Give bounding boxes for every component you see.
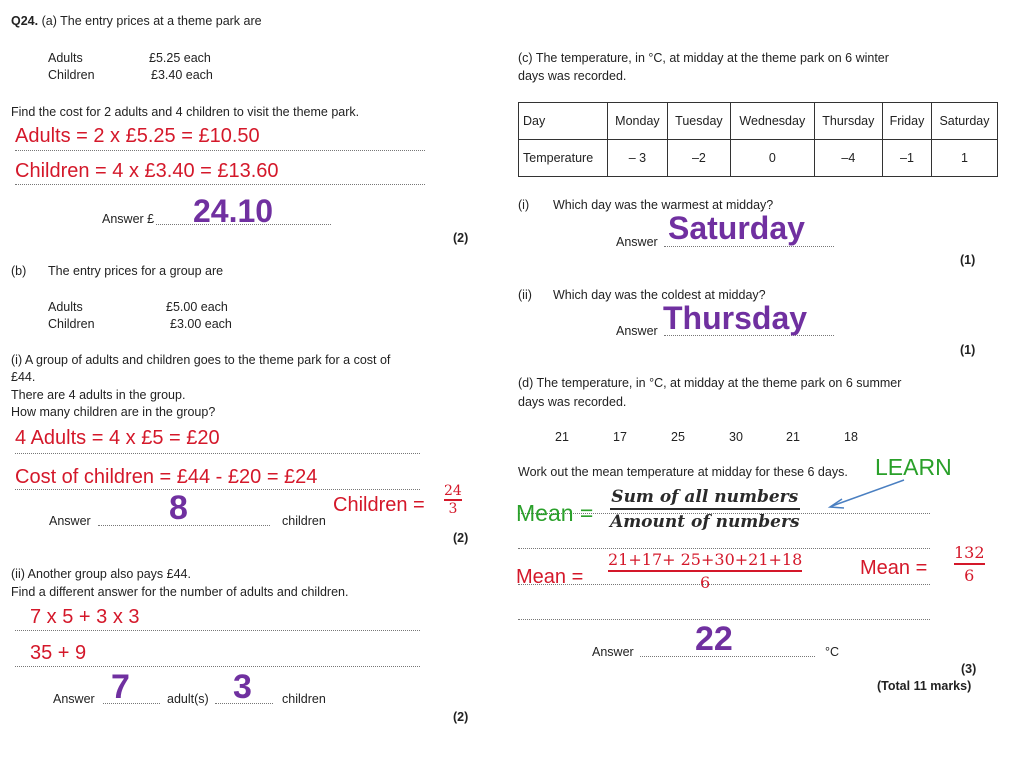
table-cell-temp: –2 bbox=[667, 140, 730, 177]
part-b-label: (b) bbox=[11, 264, 27, 278]
table-cell-day: Tuesday bbox=[667, 103, 730, 140]
part-a-answer-prefix: Answer £ bbox=[102, 212, 155, 226]
children-fraction bbox=[444, 483, 462, 517]
mean-formula-numerator: Sum of all numbers bbox=[611, 487, 799, 507]
price-adults-value: £5.25 each bbox=[149, 51, 211, 65]
mean-calc-numerator: 21+17+ 25+30+21+18 bbox=[608, 550, 803, 569]
part-d-answer: 22 bbox=[695, 620, 733, 658]
summer-temp-value: 17 bbox=[613, 430, 627, 444]
table-row bbox=[519, 140, 998, 177]
question-heading bbox=[11, 13, 262, 29]
answer-line bbox=[15, 453, 420, 454]
part-c-i-question: Which day was the warmest at midday? bbox=[553, 198, 774, 212]
table-cell-temp: –1 bbox=[883, 140, 932, 177]
learn-arrow-icon bbox=[820, 476, 910, 512]
table-cell-day: Monday bbox=[608, 103, 668, 140]
answer-line bbox=[518, 584, 930, 585]
mean-result-numerator: 132 bbox=[954, 543, 985, 562]
price-children-value: £3.40 each bbox=[151, 68, 213, 82]
price-adults-label: Adults bbox=[48, 51, 83, 65]
learn-label: LEARN bbox=[875, 454, 952, 480]
part-d-marks: (3) bbox=[961, 662, 977, 676]
part-b-i-answer-prefix: Answer bbox=[49, 514, 91, 528]
part-b-ii-marks: (2) bbox=[453, 710, 469, 724]
group-price-children-value: £3.00 each bbox=[170, 317, 232, 331]
summer-temp-value: 18 bbox=[844, 430, 858, 444]
table-row bbox=[519, 103, 998, 140]
answer-line bbox=[15, 489, 420, 490]
part-d-line-1: (d) The temperature, in °C, at midday at the theme park on 6 summer bbox=[518, 376, 902, 390]
answer-line bbox=[15, 150, 425, 151]
children-fraction-numerator: 24 bbox=[444, 483, 462, 499]
part-b-ii-line-1: (ii) Another group also pays £44. bbox=[11, 567, 191, 581]
part-c-i-answer-prefix: Answer bbox=[616, 235, 658, 249]
mean-formula-fraction bbox=[610, 486, 800, 534]
table-cell-temp: – 3 bbox=[608, 140, 668, 177]
total-marks: (Total 11 marks) bbox=[877, 679, 972, 693]
answer-line bbox=[15, 184, 425, 185]
part-c-ii-question: Which day was the coldest at midday? bbox=[553, 288, 766, 302]
part-c-i-marks: (1) bbox=[960, 253, 976, 267]
part-c-i-number: (i) bbox=[518, 198, 530, 212]
children-equation-label: Children = bbox=[333, 494, 425, 516]
part-a-question: Find the cost for 2 adults and 4 children to visit the theme park. bbox=[11, 105, 360, 119]
answer-line bbox=[15, 630, 420, 631]
part-b-i-line-1: (i) A group of adults and children goes to the theme park for a cost of bbox=[11, 353, 391, 367]
table-cell-temp: 1 bbox=[931, 140, 997, 177]
part-c-line-2: days was recorded. bbox=[518, 69, 627, 83]
part-b-ii-line-2: Find a different answer for the number of adults and children. bbox=[11, 585, 349, 599]
temperature-table bbox=[518, 102, 998, 177]
mean-result-fraction bbox=[954, 543, 985, 587]
part-b-ii-answer-adults: 7 bbox=[111, 668, 130, 706]
part-b-ii-answer-prefix: Answer bbox=[53, 692, 95, 706]
table-header-temperature: Temperature bbox=[519, 140, 608, 177]
mean-calc-denominator: 6 bbox=[700, 573, 711, 592]
mean-calc-fraction bbox=[608, 549, 802, 594]
mean-formula-denominator: Amount of numbers bbox=[610, 512, 800, 532]
part-b-i-working-1: 4 Adults = 4 x £5 = £20 bbox=[15, 427, 220, 449]
mean-result-denominator: 6 bbox=[964, 566, 975, 585]
group-price-adults-value: £5.00 each bbox=[166, 300, 228, 314]
part-b-intro: The entry prices for a group are bbox=[48, 264, 224, 278]
part-b-ii-children-label: children bbox=[282, 692, 326, 706]
part-b-ii-adults-label: adult(s) bbox=[167, 692, 209, 706]
part-d-unit: °C bbox=[825, 645, 840, 659]
part-b-i-line-4: How many children are in the group? bbox=[11, 405, 216, 419]
mean-calc-label: Mean = bbox=[516, 566, 584, 588]
part-a-marks: (2) bbox=[453, 231, 469, 245]
question-number: Q24. bbox=[11, 14, 39, 28]
part-a-intro: (a) The entry prices at a theme park are bbox=[41, 14, 262, 28]
part-d-answer-prefix: Answer bbox=[592, 645, 634, 659]
part-a-working-1: Adults = 2 x £5.25 = £10.50 bbox=[15, 125, 260, 147]
answer-line bbox=[15, 666, 420, 667]
table-cell-day: Thursday bbox=[814, 103, 882, 140]
part-c-ii-answer: Thursday bbox=[663, 300, 808, 336]
part-c-ii-answer-prefix: Answer bbox=[616, 324, 658, 338]
part-d-question: Work out the mean temperature at midday for these 6 days. bbox=[518, 465, 848, 479]
group-price-children-label: Children bbox=[48, 317, 95, 331]
part-b-i-line-3: There are 4 adults in the group. bbox=[11, 388, 186, 402]
summer-temp-value: 30 bbox=[729, 430, 743, 444]
part-b-i-answer-suffix: children bbox=[282, 514, 326, 528]
part-a-working-2: Children = 4 x £3.40 = £13.60 bbox=[15, 160, 279, 182]
children-fraction-denominator: 3 bbox=[448, 501, 458, 517]
table-cell-temp: –4 bbox=[814, 140, 882, 177]
table-cell-day: Wednesday bbox=[731, 103, 815, 140]
summer-temp-value: 25 bbox=[671, 430, 685, 444]
part-b-i-line-2: £44. bbox=[11, 370, 36, 384]
part-c-ii-marks: (1) bbox=[960, 343, 976, 357]
part-c-i-answer: Saturday bbox=[668, 210, 805, 246]
mean-formula-label: Mean = bbox=[516, 500, 594, 526]
table-header-day: Day bbox=[519, 103, 608, 140]
part-b-ii-working-2: 35 + 9 bbox=[30, 642, 87, 664]
summer-temp-value: 21 bbox=[555, 430, 569, 444]
group-price-adults-label: Adults bbox=[48, 300, 83, 314]
mean-result-label: Mean = bbox=[860, 557, 928, 579]
part-d-line-2: days was recorded. bbox=[518, 395, 627, 409]
price-children-label: Children bbox=[48, 68, 95, 82]
part-c-line-1: (c) The temperature, in °C, at midday at the theme park on 6 winter bbox=[518, 51, 889, 65]
part-b-i-working-2: Cost of children = £44 - £20 = £24 bbox=[15, 466, 318, 488]
part-b-ii-answer-children: 3 bbox=[233, 668, 252, 706]
part-c-ii-number: (ii) bbox=[518, 288, 532, 302]
table-cell-day: Saturday bbox=[931, 103, 997, 140]
summer-temp-value: 21 bbox=[786, 430, 800, 444]
table-cell-day: Friday bbox=[883, 103, 932, 140]
part-b-i-answer: 8 bbox=[169, 489, 188, 527]
part-b-i-marks: (2) bbox=[453, 531, 469, 545]
part-b-ii-working-1: 7 x 5 + 3 x 3 bbox=[30, 606, 140, 628]
table-cell-temp: 0 bbox=[731, 140, 815, 177]
part-a-answer: 24.10 bbox=[193, 193, 274, 229]
